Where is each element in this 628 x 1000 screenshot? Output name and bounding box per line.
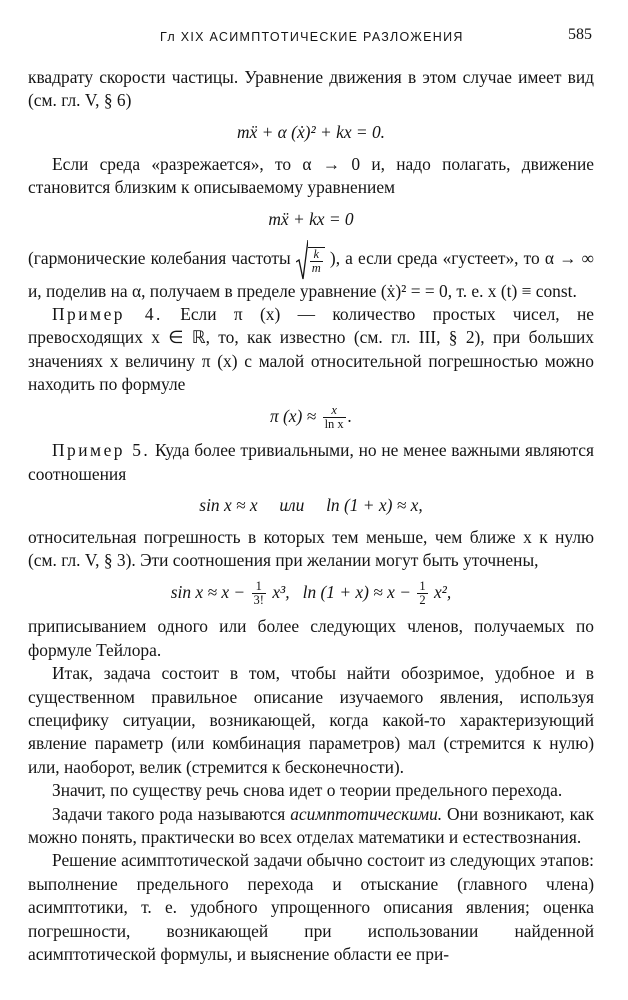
fraction-numerator: 1	[419, 579, 426, 594]
fraction-x-over-lnx	[323, 404, 346, 431]
eq5-part-b: x³, ln (1 + x) ≈ x −	[272, 581, 411, 602]
equation-refined	[28, 579, 594, 608]
equation-harmonic: mẍ + kx = 0	[268, 208, 354, 229]
paragraph-4: относительная погрешность в которых тем меньше, чем ближе x к нулю (см. гл. V, § 3). Эти соотношения при желании могут быть уточнены,	[28, 526, 594, 571]
example-4	[28, 303, 594, 397]
radical-sign-icon	[296, 240, 308, 280]
eq5-part-a: sin x ≈ x −	[170, 581, 246, 602]
example-4-text: Если π (x) — количество простых чисел, не превосходящих x ∈ ℝ, то, как известно (см. гл. III, § 2), при больших значениях x величину π (x) с малой относительной погрешностью можно находить по формуле	[28, 304, 594, 395]
example-4-label: Пример 4.	[52, 304, 163, 325]
paragraph-1: квадрату скорости частицы. Уравнение движения в этом случае имеет вид (см. гл. V, § 6)	[28, 67, 594, 111]
equation-damped-motion: mẍ + α (ẋ)² + kx = 0.	[236, 121, 386, 142]
term-asymptotic: асимптотическими.	[290, 803, 443, 824]
paragraph-5: приписыванием одного или более следующих членов, получаемых по формуле Тейлора.	[28, 616, 594, 660]
eq5-part-c: x²,	[433, 581, 452, 602]
paragraph-6: Итак, задача состоит в том, чтобы найти обозримое, удобное и в существенном правильное описание изучаемого явления, используя специфику ситуации, возникающей, когда какой-то характеризующий явление параметр (или комбинация параметров) мал (стремится к нулю) или, наоборот, велик (стремится к бесконечности).	[28, 663, 594, 777]
fraction-numerator: x	[323, 404, 346, 418]
paragraph-3	[28, 240, 594, 303]
eq3-lhs: π (x) ≈	[269, 405, 317, 426]
equation-sin-ln: sin x ≈ x или ln (1 + x) ≈ x,	[199, 494, 423, 515]
fraction-numerator: k	[310, 248, 323, 262]
fraction-denominator: ln x	[324, 417, 344, 432]
eq3-end: .	[347, 405, 353, 426]
fraction-denominator: 3!	[253, 593, 264, 608]
paragraph-8	[28, 803, 594, 850]
fraction-denominator: m	[311, 260, 321, 275]
paragraph-3-start: (гармонические колебания частоты	[28, 247, 291, 268]
paragraph-8-end: Они возникают, как можно понять, практически во всех отделах математики и естествознания.	[28, 803, 594, 847]
example-5-text: Куда более тривиальными, но не менее важными являются соотношения	[28, 440, 594, 484]
running-header	[0, 26, 628, 48]
page-number: 585	[568, 26, 592, 43]
paragraph-2: Если среда «разрежается», то α → 0 и, надо полагать, движение становится близким к описываемому уравнением	[28, 153, 594, 198]
example-5-label: Пример 5.	[52, 440, 151, 461]
paragraph-9: Решение асимптотической задачи обычно состоит из следующих этапов: выполнение предельного перехода и отыскание (главного члена) асимптотики, т. е. удобного упрощенного описания явления; оценка погрешности, возникающей при использовании найденной асимптотической формулы, и выяснение области ее при-	[28, 850, 594, 964]
chapter-title: Гл XIX АСИМПТОТИЧЕСКИЕ РАЗЛОЖЕНИЯ	[160, 30, 464, 44]
paragraph-3-rest: ), а если среда «густеет», то α → ∞ и, поделив на α, получаем в пределе уравнение (ẋ)² = = 0, т. е. x (t) ≡ const.	[28, 247, 594, 301]
equation-prime-counting	[28, 403, 594, 432]
sqrt-k-over-m	[296, 240, 325, 280]
fraction-numerator: 1	[252, 580, 266, 594]
fraction-1-over-3fact	[252, 580, 266, 607]
example-5	[28, 439, 594, 486]
paragraph-7: Значит, по существу речь снова идет о теории предельного перехода.	[52, 780, 563, 801]
fraction-1-over-2	[417, 580, 427, 607]
paragraph-8-start: Задачи такого рода называются	[52, 803, 286, 824]
fraction-denominator: 2	[419, 593, 426, 608]
fraction-k-over-m	[310, 248, 323, 275]
page-body	[28, 66, 594, 966]
